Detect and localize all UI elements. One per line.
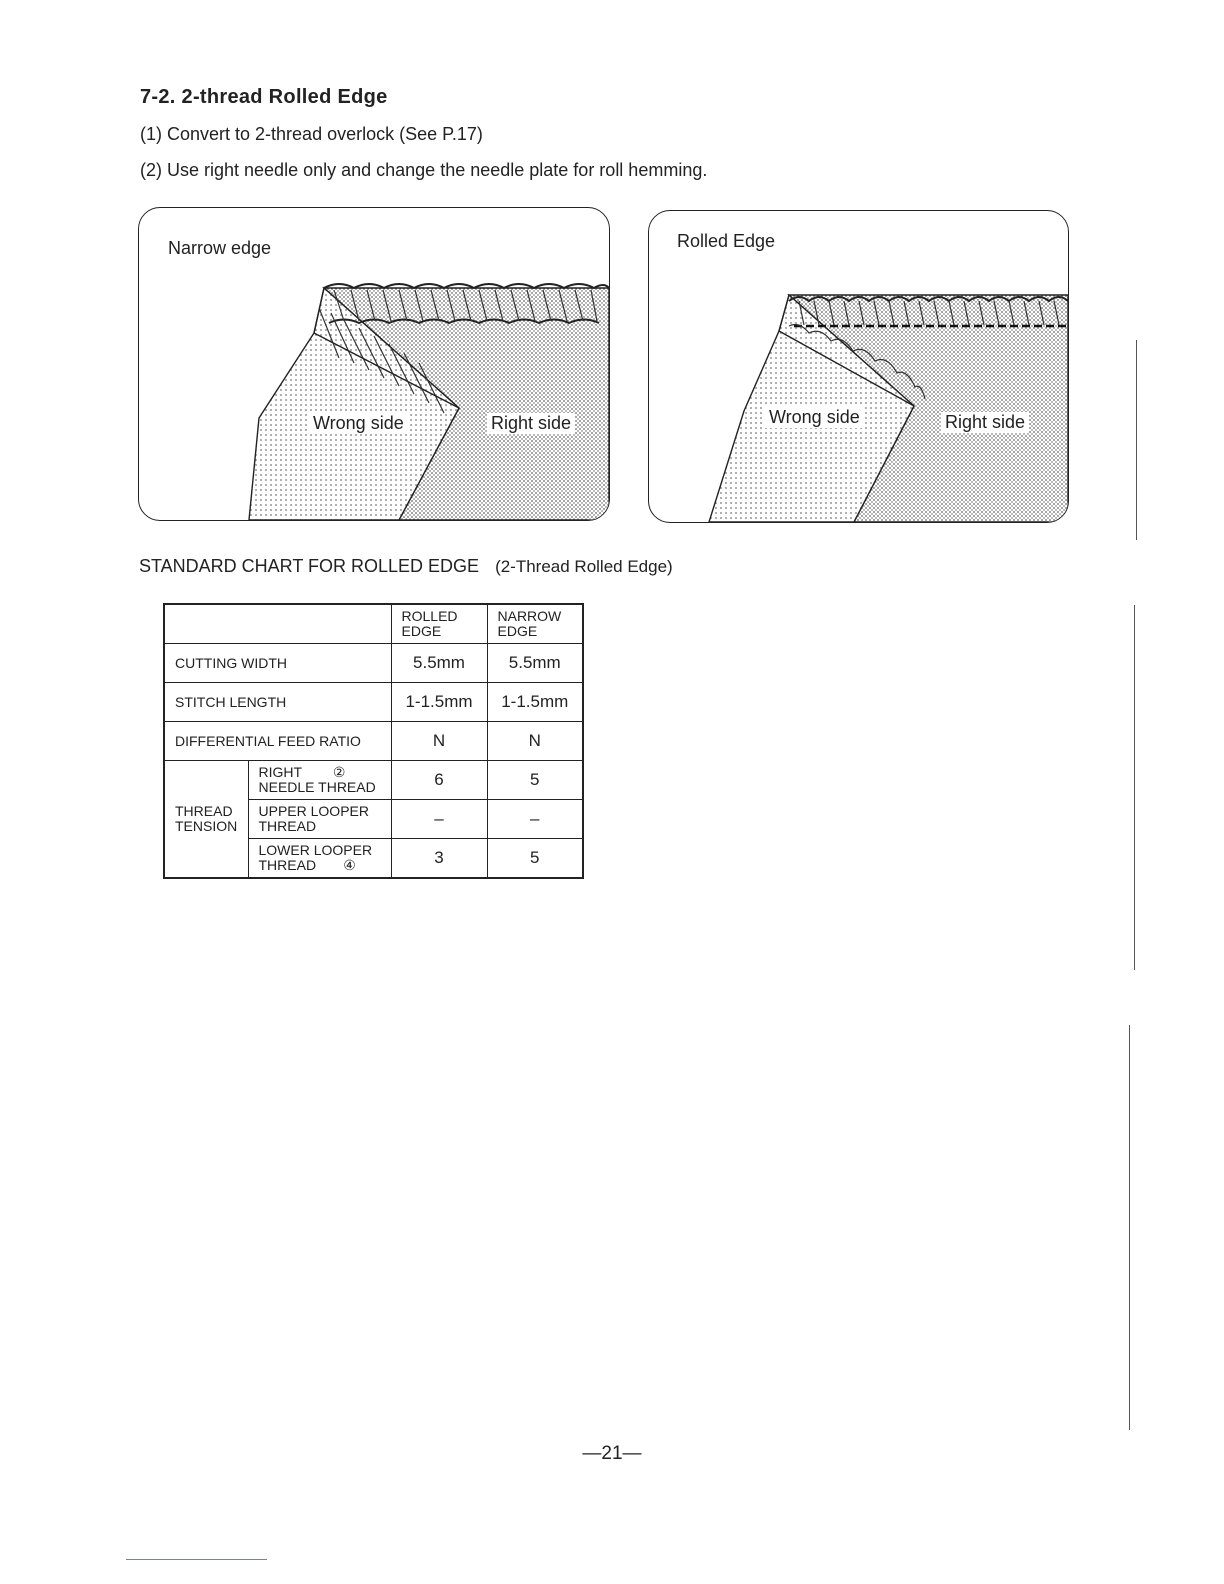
figure-narrow-edge — [138, 207, 610, 521]
group-label-line: TENSION — [175, 818, 238, 834]
standard-chart-table — [163, 603, 584, 879]
col-header-rolled-edge — [391, 604, 487, 644]
cell-narrow-lower-looper: 5 — [487, 839, 583, 879]
row-label-lower-looper-thread — [248, 839, 391, 879]
step-2: (2) Use right needle only and change the needle plate for roll hemming. — [140, 160, 708, 180]
row-label-differential-feed: DIFFERENTIAL FEED RATIO — [164, 722, 391, 761]
col-header-line: ROLLED — [401, 608, 458, 624]
scan-edge-line — [1134, 605, 1135, 970]
scan-edge-line — [1129, 1025, 1130, 1430]
chart-title — [139, 556, 673, 577]
cell-narrow-right-needle: 5 — [487, 761, 583, 800]
table-header-row — [164, 604, 583, 644]
group-label-line: THREAD — [175, 803, 233, 819]
chart-title-main: STANDARD CHART FOR ROLLED EDGE — [139, 556, 480, 576]
figure-title: Rolled Edge — [677, 231, 776, 251]
step-1: (1) Convert to 2-thread overlock (See P.17) — [140, 124, 483, 144]
cell-narrow-upper-looper: – — [487, 800, 583, 839]
chart-subtitle: (2-Thread Rolled Edge) — [495, 557, 673, 576]
table-row — [164, 761, 583, 800]
col-header-narrow-edge — [487, 604, 583, 644]
row-label-line: NEEDLE THREAD — [258, 779, 376, 795]
wrong-side-label: Wrong side — [309, 413, 408, 434]
figure-rolled-edge — [648, 210, 1069, 523]
col-header-line: NARROW — [497, 608, 562, 624]
row-label-upper-looper-thread — [248, 800, 391, 839]
row-label-line: RIGHT ② — [258, 764, 346, 780]
col-header-line: EDGE — [401, 623, 442, 639]
right-side-label: Right side — [941, 412, 1029, 433]
row-label-cutting-width: CUTTING WIDTH — [164, 644, 391, 683]
rolled-edge-illustration — [649, 211, 1068, 522]
section-heading: 7-2. 2-thread Rolled Edge — [140, 86, 388, 108]
cell-rolled-upper-looper: – — [391, 800, 487, 839]
cell-narrow-stitch-length: 1-1.5mm — [487, 683, 583, 722]
page-number: —21— — [582, 1443, 642, 1464]
cell-rolled-stitch-length: 1-1.5mm — [391, 683, 487, 722]
figure-title: Narrow edge — [168, 238, 272, 258]
scan-edge-line — [1136, 340, 1137, 540]
cell-rolled-differential-feed: N — [391, 722, 487, 761]
row-label-line: LOWER LOOPER — [258, 842, 373, 858]
cell-narrow-differential-feed: N — [487, 722, 583, 761]
cell-rolled-lower-looper: 3 — [391, 839, 487, 879]
cell-rolled-right-needle: 6 — [391, 761, 487, 800]
row-label-line: THREAD — [258, 818, 317, 834]
wrong-side-label: Wrong side — [765, 407, 864, 428]
cell-rolled-cutting-width: 5.5mm — [391, 644, 487, 683]
row-label-line: THREAD ④ — [258, 857, 356, 873]
row-label-line: UPPER LOOPER — [258, 803, 369, 819]
table-row — [164, 644, 583, 683]
col-header-line: EDGE — [497, 623, 538, 639]
row-label-right-needle-thread — [248, 761, 391, 800]
row-group-thread-tension — [164, 761, 248, 879]
table-row — [164, 722, 583, 761]
row-label-stitch-length: STITCH LENGTH — [164, 683, 391, 722]
header-empty-cell — [164, 604, 391, 644]
right-side-label: Right side — [487, 413, 575, 434]
cell-narrow-cutting-width: 5.5mm — [487, 644, 583, 683]
table-row — [164, 683, 583, 722]
footer-rule — [126, 1559, 267, 1560]
